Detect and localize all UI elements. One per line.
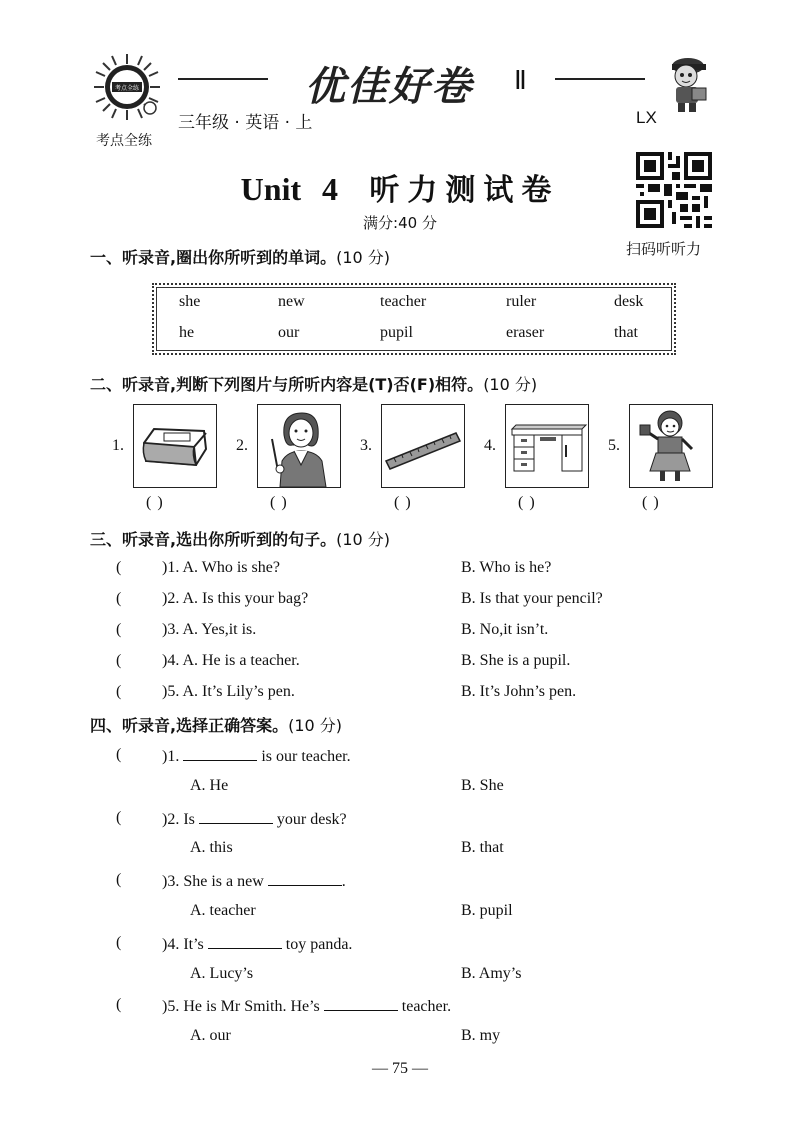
stem-before: )3. She is a new <box>162 873 264 890</box>
option-b: B. It’s John’s pen. <box>461 683 577 700</box>
header-line-right <box>555 78 645 80</box>
answer-blank[interactable] <box>268 871 342 886</box>
section-4-points: (10 分) <box>288 716 343 735</box>
title-unit: Unit <box>240 171 302 207</box>
ruler-icon <box>381 404 465 488</box>
stem-before: )1. <box>162 748 180 765</box>
word[interactable]: he <box>179 324 195 341</box>
option-a: A. this <box>190 839 233 856</box>
answer-blank[interactable] <box>199 809 273 824</box>
stem-after: your desk? <box>276 811 347 828</box>
answer-paren[interactable]: ( <box>116 621 122 638</box>
option-b: B. No,it isn’t. <box>461 621 549 638</box>
picture-number: 3. <box>360 437 372 454</box>
word[interactable]: pupil <box>380 324 413 341</box>
grade-label: 三年级 · 英语 · 上 <box>178 113 313 133</box>
option-b: B. She is a pupil. <box>461 652 571 669</box>
section-4-title: 四、听录音,选择正确答案。 <box>90 716 289 735</box>
answer-blank[interactable] <box>208 934 282 949</box>
option-a: A. our <box>190 1027 231 1044</box>
qr-code-icon[interactable] <box>636 152 712 228</box>
stem-after: is our teacher. <box>261 748 351 765</box>
logo-text: 考点全练 <box>114 85 140 92</box>
logo-caption: 考点全练 <box>96 133 152 149</box>
cartoon-boy-icon <box>662 52 714 114</box>
title-name: 听力测试卷 <box>369 173 560 208</box>
header-line-left <box>178 78 268 80</box>
option-b: B. Who is he? <box>461 559 552 576</box>
answer-paren[interactable]: ( <box>116 996 122 1013</box>
option-b: B. my <box>461 1027 501 1044</box>
section-2-heading <box>90 372 537 395</box>
word-box <box>152 283 676 355</box>
answer-paren[interactable]: ( <box>116 809 122 826</box>
word[interactable]: she <box>179 293 201 310</box>
picture-number: 2. <box>236 437 248 454</box>
section-1-points: (10 分) <box>336 248 391 267</box>
stem-after: toy panda. <box>285 936 353 953</box>
question-stem <box>162 934 352 954</box>
answer-paren[interactable]: ( <box>116 746 122 763</box>
eraser-icon <box>133 404 217 488</box>
question-stem <box>162 809 347 829</box>
qr-caption: 扫码听听力 <box>626 240 702 258</box>
option-a: A. Lucy’s <box>190 965 254 982</box>
brand-title: 优佳好卷 <box>305 64 473 110</box>
answer-paren[interactable]: ( ) <box>270 494 288 511</box>
answer-blank[interactable] <box>324 996 398 1011</box>
word[interactable]: our <box>278 324 300 341</box>
answer-paren[interactable]: ( ) <box>146 494 164 511</box>
word[interactable]: eraser <box>506 324 545 341</box>
word[interactable]: that <box>614 324 638 341</box>
teacher-icon <box>257 404 341 488</box>
question-stem <box>162 871 346 891</box>
section-2-title: 二、听录音,判断下列图片与所听内容是(T)否(F)相符。 <box>90 375 484 394</box>
section-4-heading <box>90 713 342 736</box>
option-b: B. that <box>461 839 504 856</box>
option-a: )1. A. Who is she? <box>162 559 280 576</box>
option-b: B. She <box>461 777 504 794</box>
pupil-icon <box>629 404 713 488</box>
section-1-heading <box>90 245 390 268</box>
answer-paren[interactable]: ( <box>116 683 122 700</box>
section-3-points: (10 分) <box>336 530 391 549</box>
full-score: 满分:40 分 <box>363 214 437 232</box>
desk-icon <box>505 404 589 488</box>
stem-before: )2. Is <box>162 811 195 828</box>
section-3-title: 三、听录音,选出你所听到的句子。 <box>90 530 337 549</box>
stem-after: teacher. <box>401 998 452 1015</box>
option-b: B. Is that your pencil? <box>461 590 603 607</box>
word[interactable]: desk <box>614 293 644 310</box>
stem-after: . <box>341 873 346 890</box>
answer-paren[interactable]: ( <box>116 871 122 888</box>
answer-paren[interactable]: ( ) <box>642 494 660 511</box>
option-a: A. He <box>190 777 229 794</box>
answer-paren[interactable]: ( <box>116 559 122 576</box>
option-a: )2. A. Is this your bag? <box>162 590 309 607</box>
brand-sub: Ⅱ <box>514 66 527 95</box>
option-a: )5. A. It’s Lily’s pen. <box>162 683 295 700</box>
answer-paren[interactable]: ( <box>116 652 122 669</box>
option-a: )3. A. Yes,it is. <box>162 621 257 638</box>
option-b: B. pupil <box>461 902 513 919</box>
section-3-heading <box>90 527 390 550</box>
picture-number: 5. <box>608 437 620 454</box>
question-stem <box>162 996 451 1016</box>
section-2-points: (10 分) <box>483 375 538 394</box>
logo-badge <box>92 52 162 122</box>
option-a: )4. A. He is a teacher. <box>162 652 300 669</box>
word[interactable]: teacher <box>380 293 427 310</box>
question-stem <box>162 746 351 766</box>
answer-paren[interactable]: ( ) <box>518 494 536 511</box>
picture-number: 1. <box>112 437 124 454</box>
stem-before: )5. He is Mr Smith. He’s <box>162 998 320 1015</box>
picture-number: 4. <box>484 437 496 454</box>
option-a: A. teacher <box>190 902 256 919</box>
page-number: — 75 — <box>372 1060 428 1077</box>
stem-before: )4. It’s <box>162 936 204 953</box>
title-unit-number: 4 <box>322 171 338 207</box>
answer-paren[interactable]: ( <box>116 590 122 607</box>
option-b: B. Amy’s <box>461 965 522 982</box>
word[interactable]: new <box>278 293 305 310</box>
answer-paren[interactable]: ( <box>116 934 122 951</box>
series-code: LX <box>636 108 657 127</box>
word[interactable]: ruler <box>506 293 537 310</box>
section-1-title: 一、听录音,圈出你所听到的单词。 <box>90 248 337 267</box>
answer-blank[interactable] <box>183 746 257 761</box>
answer-paren[interactable]: ( ) <box>394 494 412 511</box>
